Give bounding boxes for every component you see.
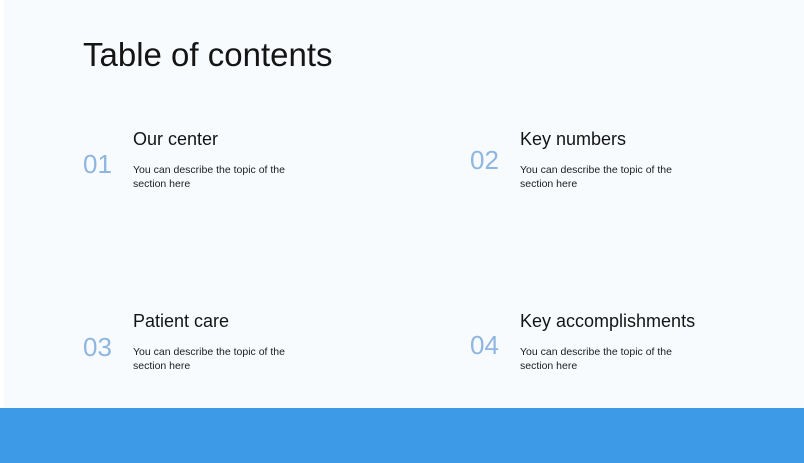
toc-row — [0, 128, 804, 191]
toc-item-description: You can describe the topic of the section here — [520, 346, 672, 372]
toc-item-number: 01 — [83, 149, 112, 179]
toc-item-body — [133, 310, 385, 373]
table-of-contents-grid — [0, 128, 804, 373]
toc-item-description: You can describe the topic of the section here — [520, 164, 672, 190]
toc-item-number: 04 — [470, 330, 499, 360]
toc-item-number: 03 — [83, 332, 112, 362]
toc-item-number: 02 — [470, 145, 499, 175]
toc-row — [0, 310, 804, 373]
toc-item-title: Key numbers — [520, 129, 627, 149]
toc-item-04[interactable] — [385, 310, 804, 373]
toc-item-title: Key accomplishments — [520, 311, 696, 331]
toc-item-03[interactable] — [0, 310, 385, 373]
toc-item-body — [520, 310, 804, 373]
toc-item-title: Patient care — [133, 311, 230, 331]
toc-item-body — [133, 128, 385, 191]
toc-item-title: Our center — [133, 129, 219, 149]
toc-item-description: You can describe the topic of the section here — [133, 164, 285, 190]
toc-item-description: You can describe the topic of the section here — [133, 346, 285, 372]
toc-item-02[interactable] — [385, 128, 804, 191]
page-title: Table of contents — [83, 36, 333, 73]
toc-item-01[interactable] — [0, 128, 385, 191]
footer-accent-bar — [0, 408, 804, 463]
toc-item-body — [520, 128, 804, 191]
